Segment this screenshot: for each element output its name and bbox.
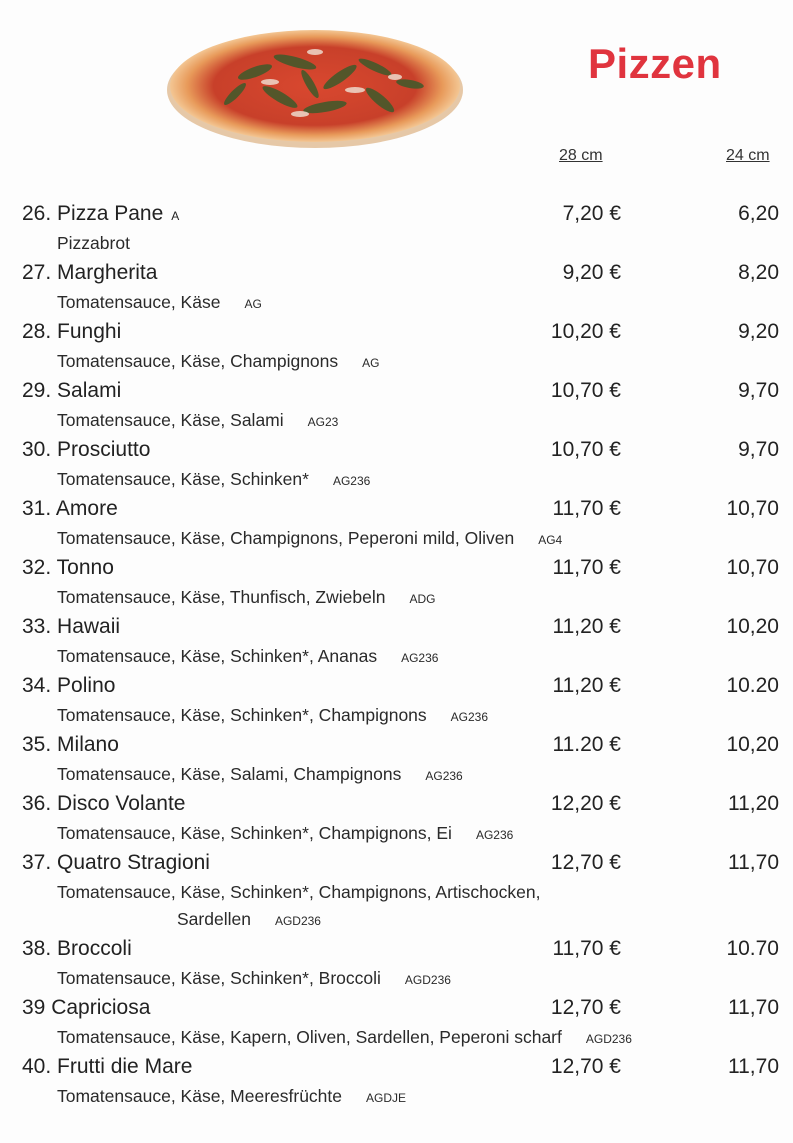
ingredients: Tomatensauce, Käse, Meeresfrüchte (57, 1086, 343, 1106)
pizza-image (165, 22, 465, 152)
item-name: Milano (57, 733, 119, 756)
size-header-28: 28 cm (559, 147, 603, 164)
price-24cm: 11,70 (728, 996, 779, 1019)
size-header-24: 24 cm (726, 147, 770, 164)
item-number: 26. (22, 202, 52, 225)
allergen-code: AGD236 (274, 914, 321, 928)
allergen-code: AG236 (450, 710, 489, 724)
menu-item (0, 790, 793, 849)
allergen-code: AG236 (475, 828, 514, 842)
pizza-description (0, 289, 793, 318)
item-name: Polino (57, 674, 116, 697)
item-name: Amore (55, 497, 118, 520)
ingredients: Tomatensauce, Käse, Champignons (57, 351, 339, 371)
pizza-name (22, 674, 115, 698)
price-28cm: 12,70 € (550, 851, 621, 874)
pizza-name (22, 438, 150, 462)
menu-item (0, 259, 793, 318)
allergen-code: AGDJE (366, 1091, 407, 1105)
ingredients: Tomatensauce, Käse, Schinken*, Champignons, Artischocken, (57, 882, 541, 902)
price-28cm: 11.20 € (552, 733, 621, 756)
menu-item (0, 436, 793, 495)
item-name: Tonno (56, 556, 114, 579)
allergen-code: AG (244, 297, 262, 311)
pizza-name (22, 379, 121, 403)
menu-item (0, 318, 793, 377)
item-name: Quatro Stragioni (57, 851, 210, 874)
price-28cm: 11,70 € (552, 556, 621, 579)
price-24cm: 6,20 (738, 202, 779, 225)
pizza-description (0, 879, 697, 935)
ingredients-cont: Sardellen (177, 909, 251, 929)
price-24cm: 10,70 (726, 497, 779, 520)
price-28cm: 12,70 € (550, 996, 621, 1019)
item-number: 36. (22, 792, 52, 815)
item-number: 30. (22, 438, 52, 461)
pizza-description (0, 348, 793, 377)
pizza-name (22, 320, 121, 344)
allergen-code: AGD236 (404, 973, 451, 987)
allergen-code: AG236 (401, 651, 439, 665)
page-title: Pizzen (588, 40, 722, 87)
pizza-description (0, 466, 793, 495)
price-24cm: 10.70 (726, 937, 779, 960)
price-24cm: 8,20 (738, 261, 779, 284)
price-24cm: 9,70 (738, 379, 779, 402)
menu-item (0, 849, 793, 935)
price-24cm: 10,70 (726, 556, 779, 579)
ingredients: Tomatensauce, Käse, Salami (57, 410, 284, 430)
price-28cm: 9,20 € (562, 261, 621, 284)
price-28cm: 11,70 € (552, 497, 621, 520)
item-number: 29. (22, 379, 52, 402)
pizza-description (0, 407, 793, 436)
allergen-code: A (171, 209, 180, 223)
item-number: 39 (22, 996, 46, 1019)
menu-item (0, 935, 793, 994)
item-name: Pizza Pane (57, 202, 164, 225)
menu-item (0, 613, 793, 672)
pizza-name (22, 261, 157, 285)
item-number: 38. (22, 937, 52, 960)
pizza-description (0, 230, 793, 259)
item-number: 32. (22, 556, 52, 579)
pizza-description (0, 761, 793, 790)
item-name: Funghi (57, 320, 122, 343)
pizza-name (22, 792, 185, 816)
price-28cm: 10,70 € (550, 438, 621, 461)
item-name: Disco Volante (57, 792, 186, 815)
price-28cm: 10,20 € (550, 320, 621, 343)
ingredients-line2 (57, 906, 697, 935)
pizza-name (22, 497, 118, 521)
pizza-description (0, 820, 793, 849)
price-28cm: 11,70 € (552, 937, 621, 960)
price-24cm: 11,20 (728, 792, 779, 815)
pizza-menu-list (0, 200, 793, 1112)
allergen-code: AG4 (538, 533, 563, 547)
price-24cm: 10,20 (726, 733, 779, 756)
price-28cm: 12,70 € (550, 1055, 621, 1078)
pizza-description (0, 1083, 793, 1112)
item-number: 31. (22, 497, 52, 520)
price-28cm: 10,70 € (550, 379, 621, 402)
ingredients: Tomatensauce, Käse, Schinken*, Ananas (57, 646, 378, 666)
menu-item (0, 495, 793, 554)
item-number: 37. (22, 851, 52, 874)
allergen-code: AG23 (307, 415, 339, 429)
pizza-description (0, 1024, 793, 1053)
ingredients: Tomatensauce, Käse, Kapern, Oliven, Sardellen, Peperoni scharf (57, 1027, 562, 1047)
ingredients: Tomatensauce, Käse, Salami, Champignons (57, 764, 402, 784)
ingredients: Tomatensauce, Käse, Thunfisch, Zwiebeln (57, 587, 386, 607)
pizza-name (22, 851, 210, 875)
ingredients: Tomatensauce, Käse, Champignons, Peperoni mild, Oliven (57, 528, 515, 548)
pizza-description (0, 965, 793, 994)
ingredients: Pizzabrot (57, 233, 130, 253)
pizza-description (0, 702, 793, 731)
item-number: 28. (22, 320, 52, 343)
pizza-name (22, 733, 119, 757)
menu-item (0, 994, 793, 1053)
pizza-name (22, 615, 120, 639)
item-name: Prosciutto (57, 438, 151, 461)
item-name: Salami (57, 379, 122, 402)
item-number: 33. (22, 615, 52, 638)
pizza-name (22, 556, 114, 580)
pizza-description (0, 643, 793, 672)
price-28cm: 11,20 € (552, 615, 621, 638)
item-name: Broccoli (57, 937, 132, 960)
allergen-code: AG236 (425, 769, 463, 783)
pizza-name (22, 937, 132, 961)
menu-item (0, 377, 793, 436)
item-number: 34. (22, 674, 52, 697)
allergen-code: ADG (409, 592, 436, 606)
price-24cm: 9,70 (738, 438, 779, 461)
item-name: Hawaii (57, 615, 121, 638)
pizza-description (0, 584, 793, 613)
allergen-code: AG (362, 356, 380, 370)
menu-item (0, 731, 793, 790)
menu-item (0, 1053, 793, 1112)
ingredients: Tomatensauce, Käse, Schinken*, Champignons, Ei (57, 823, 452, 843)
ingredients: Tomatensauce, Käse (57, 292, 221, 312)
menu-item (0, 672, 793, 731)
price-24cm: 11,70 (728, 1055, 779, 1078)
item-name: Capriciosa (51, 996, 151, 1019)
item-name: Frutti die Mare (57, 1055, 193, 1078)
pizza-name (22, 1055, 192, 1079)
pizza-description (0, 525, 793, 554)
price-24cm: 10,20 (726, 615, 779, 638)
ingredients: Tomatensauce, Käse, Schinken* (57, 469, 309, 489)
pizza-name (22, 996, 150, 1020)
price-28cm: 7,20 € (562, 202, 621, 225)
price-28cm: 11,20 € (552, 674, 621, 697)
price-24cm: 9,20 (738, 320, 779, 343)
price-28cm: 12,20 € (550, 792, 621, 815)
price-24cm: 10.20 (726, 674, 779, 697)
allergen-code: AG236 (332, 474, 371, 488)
item-number: 35. (22, 733, 52, 756)
item-number: 40. (22, 1055, 52, 1078)
item-number: 27. (22, 261, 52, 284)
pizza-name (22, 202, 179, 226)
menu-item (0, 200, 793, 259)
menu-item (0, 554, 793, 613)
ingredients: Tomatensauce, Käse, Schinken*, Broccoli (57, 968, 381, 988)
item-name: Margherita (57, 261, 158, 284)
ingredients: Tomatensauce, Käse, Schinken*, Champignons (57, 705, 427, 725)
allergen-code: AGD236 (585, 1032, 632, 1046)
price-24cm: 11,70 (728, 851, 779, 874)
